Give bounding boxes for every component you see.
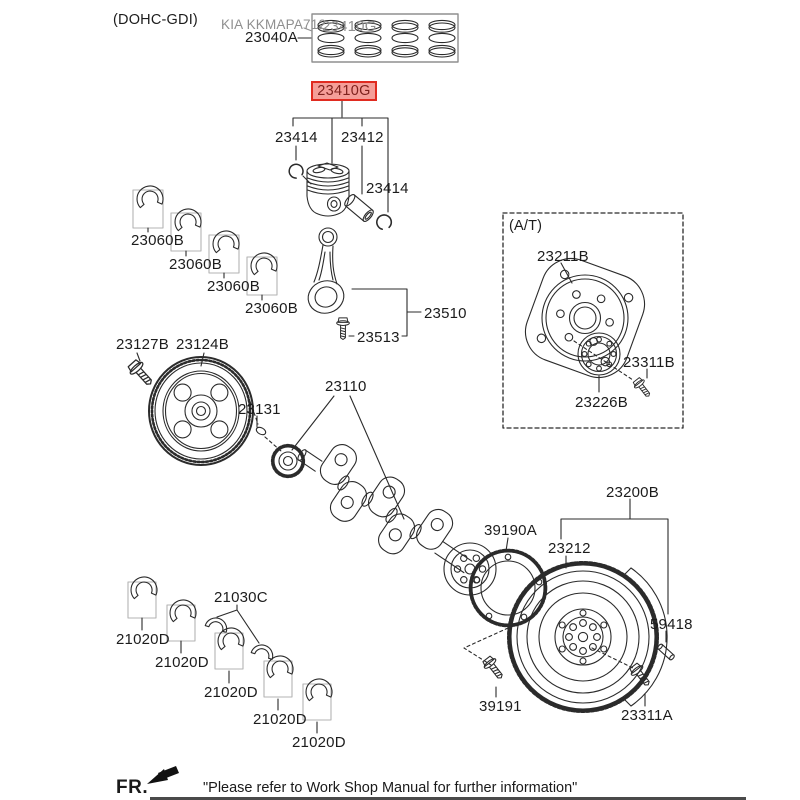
part-label-main-bearing-1[interactable]: 21020D <box>116 631 170 648</box>
workshop-manual-note: "Please refer to Work Shop Manual for further information" <box>203 780 578 796</box>
part-label-ring-set-ref: 23410G <box>322 18 377 35</box>
part-label-pulley[interactable]: 23124B <box>176 336 229 353</box>
fr-label: FR. <box>116 777 149 798</box>
crank-sprocket-drawing <box>273 446 304 477</box>
part-label-piston-pin[interactable]: 23412 <box>341 129 384 146</box>
part-label-drive-plate-bolt[interactable]: 23311B <box>623 354 675 371</box>
part-label-conrod-bolt[interactable]: 23513 <box>357 329 400 346</box>
part-label-conrod-bearing-3[interactable]: 23060B <box>207 278 260 295</box>
part-label-pulley-bolt[interactable]: 23127B <box>116 336 169 353</box>
pulley-bolt-leader <box>137 353 140 361</box>
part-label-adapter-plate[interactable]: 23226B <box>575 394 628 411</box>
part-label-snap-ring-left[interactable]: 23414 <box>275 129 318 146</box>
part-label-main-bearing-3[interactable]: 21020D <box>204 684 258 701</box>
part-label-conrod[interactable]: 23510 <box>424 305 467 322</box>
piston-pin-drawing <box>343 193 375 223</box>
highlighted-part-label[interactable]: 23410G <box>311 81 377 101</box>
fr-direction-arrow-icon <box>147 766 179 784</box>
part-label-main-bearing-5[interactable]: 21020D <box>292 734 346 751</box>
watermark-text: KIA KKMAPA712 <box>221 17 327 32</box>
at-section-label: (A/T) <box>509 218 543 234</box>
sensor-wheel-drawing <box>464 538 546 665</box>
pulley-bolt-drawing <box>126 358 156 389</box>
part-label-sensor-wheel[interactable]: 39190A <box>484 522 537 539</box>
part-label-ring-set[interactable]: 23040A <box>245 29 298 46</box>
part-label-sensor-wheel-bolt[interactable]: 39191 <box>479 698 522 715</box>
snap-ring-right-drawing <box>375 213 393 230</box>
connecting-rod-drawing <box>304 228 348 318</box>
engine-type-title: (DOHC-GDI) <box>113 12 198 28</box>
adapter-plate-drawing <box>578 333 620 392</box>
part-label-main-bearing-2[interactable]: 21020D <box>155 654 209 671</box>
flywheel-drawing <box>509 556 667 711</box>
dowel-pin-drawing <box>657 631 675 661</box>
part-label-main-bearing-4[interactable]: 21020D <box>253 711 307 728</box>
part-label-woodruff-key[interactable]: 23131 <box>238 401 281 418</box>
drive-plate-bolt-drawing <box>632 369 654 400</box>
part-label-thrust-washer-set[interactable]: 21030C <box>214 589 268 606</box>
part-label-flywheel-bolt[interactable]: 23311A <box>621 707 673 724</box>
part-label-flywheel[interactable]: 23212 <box>548 540 591 557</box>
crankshaft-drawing <box>281 396 496 595</box>
part-label-dowel-pin[interactable]: 59418 <box>650 616 693 633</box>
part-label-crankshaft[interactable]: 23110 <box>325 378 367 395</box>
part-label-snap-ring-right[interactable]: 23414 <box>366 180 409 197</box>
part-label-drive-plate[interactable]: 23211B <box>537 248 589 265</box>
part-label-conrod-bearing-2[interactable]: 23060B <box>169 256 222 273</box>
piston-drawing <box>307 163 349 216</box>
part-label-conrod-bearing-1[interactable]: 23060B <box>131 232 184 249</box>
conrod-bolt-drawing <box>337 318 350 340</box>
part-label-flywheel-assy[interactable]: 23200B <box>606 484 659 501</box>
part-label-conrod-bearing-4[interactable]: 23060B <box>245 300 298 317</box>
